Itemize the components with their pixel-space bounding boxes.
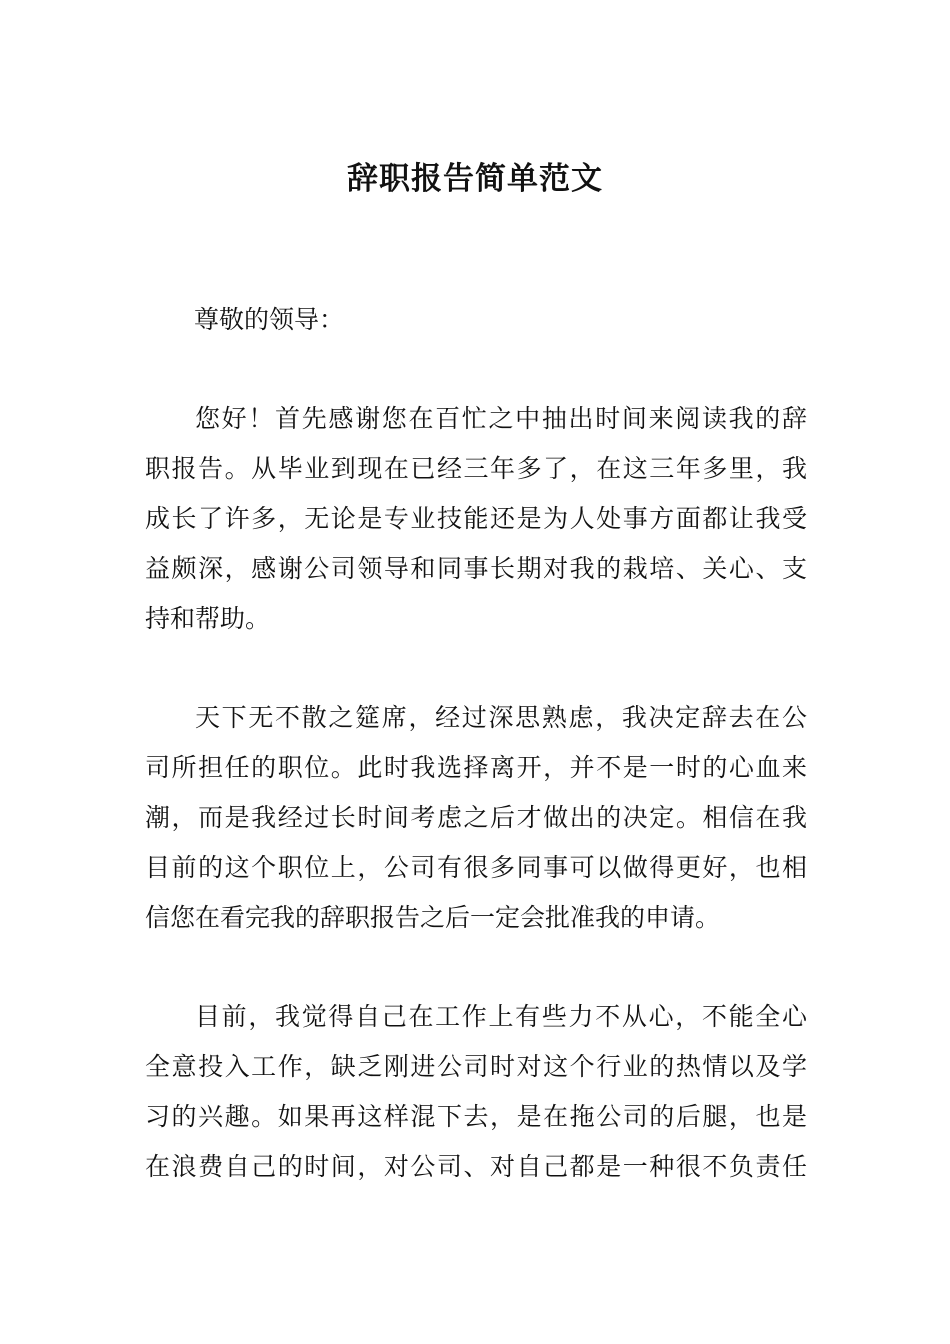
- paragraph-line: 在浪费自己的时间，对公司、对自己都是一种很不负责任: [145, 1152, 807, 1181]
- paragraph-3: [145, 992, 807, 1192]
- paragraph-line: 全意投入工作，缺乏刚进公司时对这个行业的热情以及学: [145, 1052, 807, 1081]
- paragraph-line: 益颇深，感谢公司领导和同事长期对我的栽培、关心、支: [145, 554, 807, 583]
- paragraph-line: 司所担任的职位。此时我选择离开，并不是一时的心血来: [145, 753, 807, 782]
- paragraph-line: 信您在看完我的辞职报告之后一定会批准我的申请。: [145, 903, 721, 932]
- paragraph-2: [145, 693, 807, 943]
- paragraph-line: 习的兴趣。如果再这样混下去，是在拖公司的后腿，也是: [145, 1102, 807, 1131]
- paragraph-line: 您好！首先感谢您在百忙之中抽出时间来阅读我的辞: [195, 404, 807, 433]
- paragraph-line: 职报告。从毕业到现在已经三年多了，在这三年多里，我: [145, 454, 807, 483]
- paragraph-line: 目前的这个职位上，公司有很多同事可以做得更好，也相: [145, 853, 807, 882]
- paragraph-line: 潮，而是我经过长时间考虑之后才做出的决定。相信在我: [145, 803, 807, 832]
- paragraph-line: 天下无不散之筵席，经过深思熟虑，我决定辞去在公: [195, 703, 807, 732]
- paragraph-line: 持和帮助。: [145, 604, 271, 633]
- paragraph-line: 成长了许多，无论是专业技能还是为人处事方面都让我受: [145, 504, 807, 533]
- document-title: 辞职报告简单范文: [347, 161, 603, 197]
- greeting: 尊敬的领导：: [194, 305, 345, 334]
- paragraph-1: [145, 394, 807, 644]
- paragraph-line: 目前，我觉得自己在工作上有些力不从心，不能全心: [195, 1002, 807, 1031]
